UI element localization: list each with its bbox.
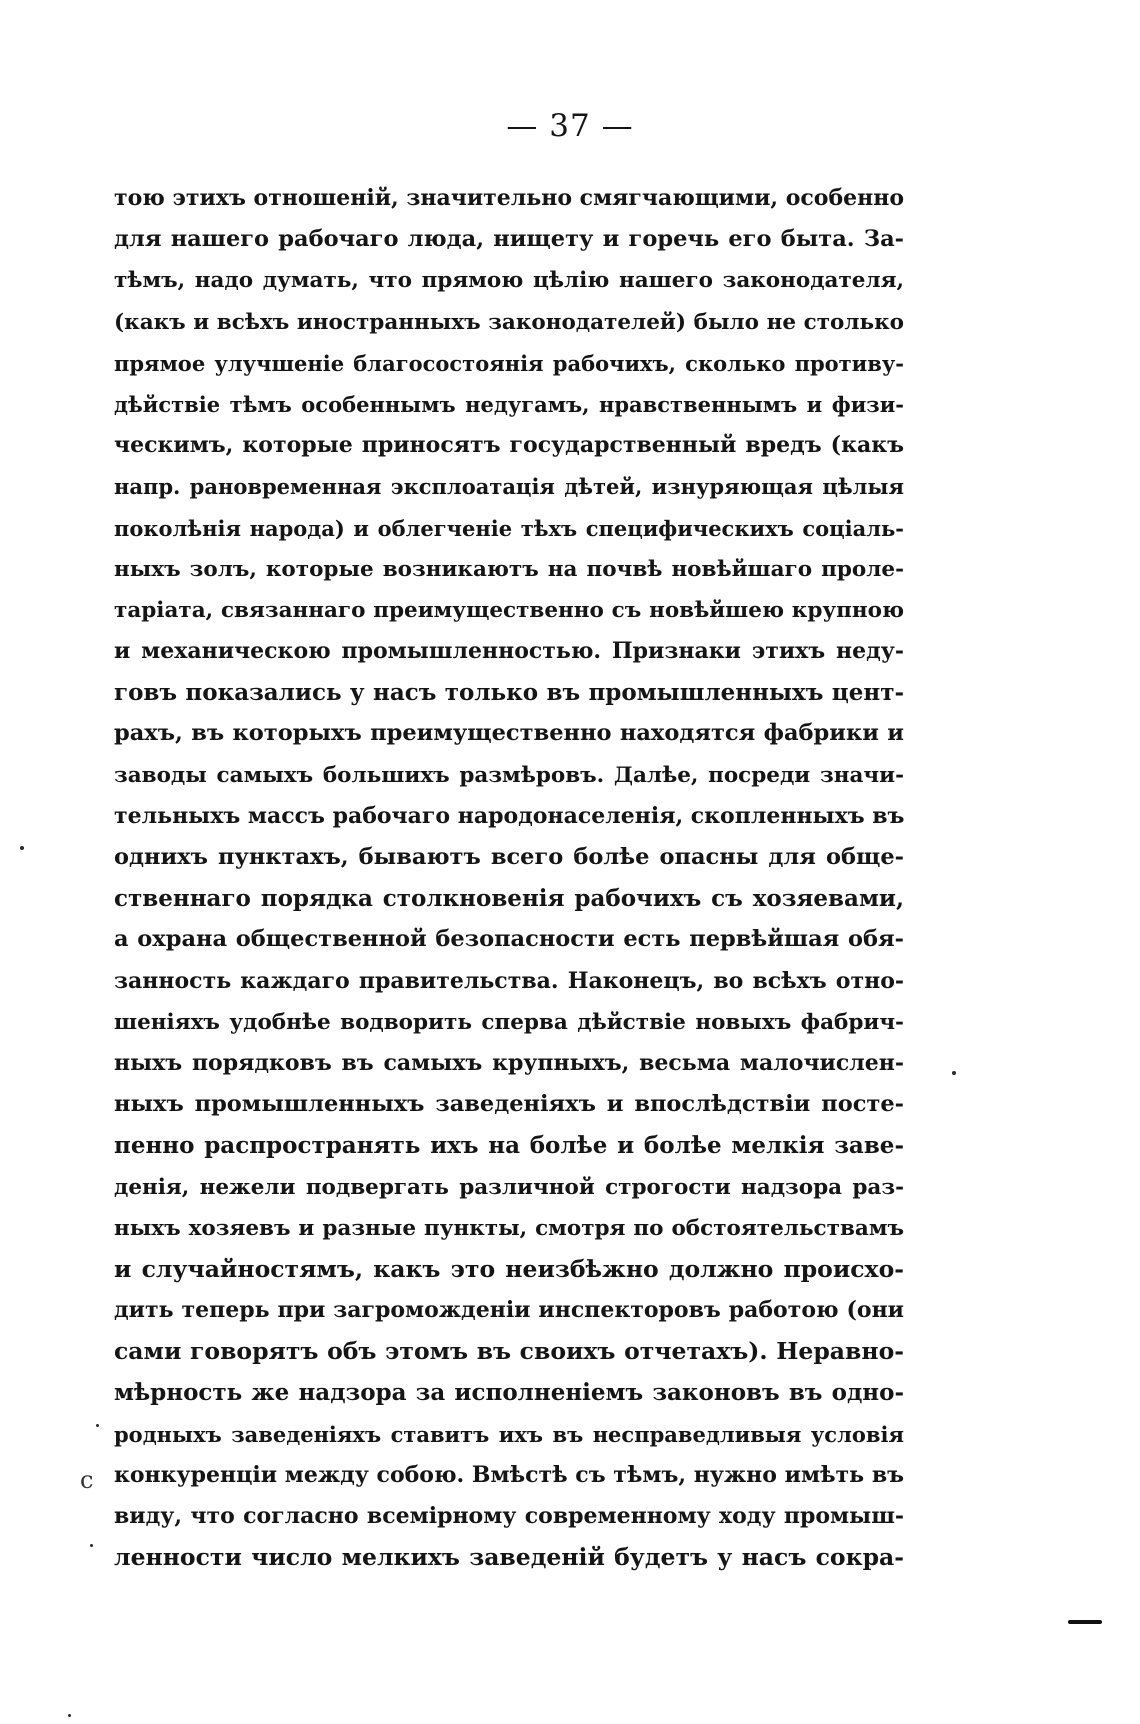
scan-mark: ϲ [80,1466,94,1494]
scan-speck [20,846,24,850]
text-line: однихъ пунктахъ, бываютъ всего болѣе опасны для обще- [114,844,904,870]
text-line: родныхъ заведеніяхъ ставитъ ихъ въ несправедливыя условія [114,1421,904,1447]
scan-speck [952,1071,956,1075]
text-line: занность каждаго правительства. Наконецъ, во всѣхъ отно- [114,967,904,994]
text-line: прямое улучшеніе благосостоянія рабочихъ, сколько противу- [114,350,904,376]
text-line: виду, что согласно всемірному современному ходу промыш- [114,1503,904,1529]
text-line: пенно распространять ихъ на болѣе и болѣе мелкія заве- [114,1132,904,1160]
text-line: тельныхъ массъ рабочаго народонаселенія, скопленныхъ въ [114,802,904,829]
text-line: тою этихъ отношеній, значительно смягчающими, особенно [114,185,904,211]
text-line: для нашего рабочаго люда, нищету и горечь его быта. За- [114,226,904,253]
text-line: ныхъ хозяевъ и разные пункты, смотря по обстоятельствамъ [114,1215,904,1241]
text-line: а охрана общественной безопасности есть первѣйшая обя- [114,926,904,953]
text-line: напр. рановременная эксплоатація дѣтей, изнуряющая цѣлыя [114,474,904,500]
text-line: (какъ и всѣхъ иностранныхъ законодателей) было не столько [114,309,904,335]
scan-speck [68,1714,71,1717]
text-line: денія, нежели подвергать различной строгости надзора раз- [114,1174,904,1200]
text-line: и случайностямъ, какъ это неизбѣжно должно происхо- [114,1254,904,1283]
text-line: и механическою промышленностью. Признаки этихъ неду- [114,638,904,665]
text-line: тѣмъ, надо думать, что прямою цѣлію нашего законодателя, [114,268,904,294]
text-line: дить теперь при загроможденіи инспекторовъ работою (они [114,1297,904,1324]
scan-speck [96,1424,99,1427]
body-text [114,178,904,1578]
text-line: говъ показались у насъ только въ промышленныхъ цент- [114,679,904,707]
text-line: ленности число мелкихъ заведеній будетъ у насъ сокра- [114,1543,904,1572]
text-line: ныхъ золъ, которые возникаютъ на почвѣ новѣйшаго проле- [114,556,904,582]
scan-dash [1068,1620,1102,1624]
text-line: заводы самыхъ большихъ размѣровъ. Далѣе, посреди значи- [114,762,904,788]
text-line: ственнаго порядка столкновенія рабочихъ съ хозяевами, [114,885,904,913]
text-line: ныхъ порядковъ въ самыхъ крупныхъ, весьма малочислен- [114,1049,904,1076]
text-line: рахъ, въ которыхъ преимущественно находятся фабрики и [114,720,904,747]
text-line: ческимъ, которые приносятъ государственный вредъ (какъ [114,432,904,459]
scan-speck [90,1544,93,1547]
text-line: дѣйствіе тѣмъ особеннымъ недугамъ, нравственнымъ и физи- [114,391,904,417]
text-line: шеніяхъ удобнѣе водворить сперва дѣйствіе новыхъ фабрич- [114,1009,904,1035]
text-line: мѣрность же надзора за исполненіемъ законовъ въ одно- [114,1379,904,1407]
text-line: ныхъ промышленныхъ заведеніяхъ и впослѣдствіи посте- [114,1091,904,1118]
text-line: таріата, связаннаго преимущественно съ новѣйшею крупною [114,597,904,623]
text-line: сами говорятъ объ этомъ въ своихъ отчетахъ). Неравно- [114,1337,904,1366]
page-number: — 37 — [506,108,634,144]
text-line: конкуренціи между собою. Вмѣстѣ съ тѣмъ, нужно имѣть въ [114,1461,904,1488]
text-line: поколѣнія народа) и облегченіе тѣхъ специфическихъ соціаль- [114,515,904,541]
